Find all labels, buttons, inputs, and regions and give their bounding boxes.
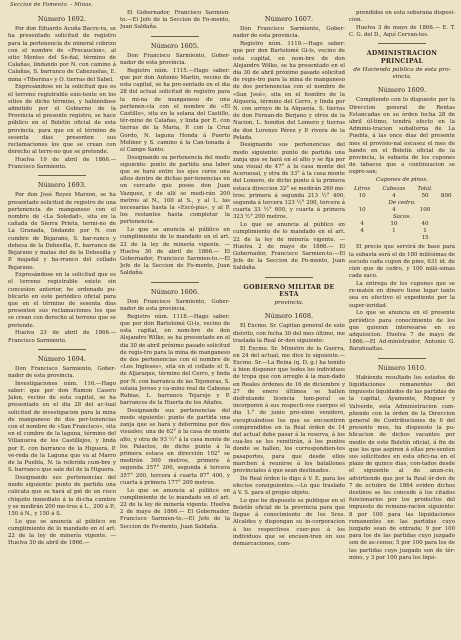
section-subtitle: provincia. [274,300,304,307]
table-cell [438,235,456,242]
paragraph: Designando sus pertenencias del modo siguiente: punto de partida una calicata que se hará al pié de un risco chiquito inmediato á la di-cha cumbre y se medirán 200 me-tros á L., 200 á P., 150 á N., y 150 á S. [8,474,116,517]
paragraph: Designando sus pertenencias del modo siguiente: punto de partida una zanja que se hará y determina por dos visuales; una de 62° á la casa de monte alto, y otra de 93 ½° á la casa monte de los Palacios, de dicho punto á la primera estaca en dirección 102° se medirán 300 metros, primera á segunda 357° 200, segunda á tercera 357° 200, tercera á cuarta 87° 400, y cuarta á primera 177° 200 metros. [120,407,230,486]
column-3 [233,10,345,636]
notice-number: Número 1605. [150,41,200,50]
section-title: GOBIERNO MILITAR DE ESTA [243,283,335,298]
coupon-table [349,186,455,242]
paragraph: El Excmo. Sr. Capitan general de este distrito, con fecha 30 del mes último, me traslada la Real ór-den siguiente: [233,323,345,344]
divider [378,358,426,359]
paragraph: Cumpliendo con lo dispuesto por la Direccion general de Rentas Estancadas en su órden fecha 28 de abril úl-timo, tendrá efecto en la Adminis-tracion subalterna de La Puebla, á las once dias del presente mes el provisio-nal escasez el mes de bando en el Boletín oficial de la provincia, la subasta de los cupones de tabacos que a continuacion se expre-san: [349,97,455,176]
paragraph: De Real órden lo digo á V. E. para los efectos consiguientes.—Lo que traslado á V. S. para el propio objeto. [233,475,345,497]
notice-number: Número 1608. [264,312,314,321]
table-cell: 10 [390,221,398,228]
paragraph: Por don Eduardo Acuña Bacre-ra, se ha presentado solicitud de registro para la pertenencia de mineral cobrizo con el nombre de «Precaucion», al sitio Montes del Se-ñal, término de Calañas, lindando por N. con camino á Calañas, S. barranco de Cabezuelas, E. mina «Tiberina» y O. tierras del Sabel. [8,26,116,83]
paragraph: Investigaciones núm. 116.—Hago saber: que por don Ramon Casero Jalon, vecino de esta capital, se ha presentado en el dia 28 del ac-tual solicitud de investigacion para la mina de manganeso de dos per-tenencias con el nombre de «San Francisco», sita en el cumbre de la laguna, término del Villanueva de los Castillejos, y linda por E. con barranco de la Higuera, P. ve-reda de la Laguna que va al Marro de la Puebla, N. la referida cum-bre y S. barranco que sale del de la Higuera. [8,380,116,474]
table-section-label: De cedro. [388,200,416,207]
paragraph: Por don José Reyes Marzon, se ha presentado solicitud de registro de una pertenencia de manganeso con el nombre de «La Soledad», sita en la cañada de Sierra Prieta, termi-no de La Granada, lindando por N. con cumbre de Bejarano, S. bar-ranco y dehesa de la Dehesilla, E. barranco de Bejarano y matas del de la Dehesilla y P. majadal y ba-rranco del collado Bejarano. [8,192,116,271]
paragraph: Habiendo resultado los estados de liquidaciones remanentes del impuesto liquidados de las partidas de la capital, Ayamonte, Moguer y Valverde, esta Administracion cum-pliendo con la órden de la Direccion general de Contribuciones de 6 del presente mes, ha dispuesto la pu-blicacion de dichos vacantes por medio de este Boletín oficial, á fin de que los que aspiren á ellas pre-senten sus solicitudes en esta ofici-na en el plazo de quince dias, con-tados desde el siguiente al de anun-cio, advirtiendo que por la Real ór-den de 7 de octubre de 1864 eviden dichos destinos se les concede á los citados funcionarios por los productos del impuesto de remune-racion siguiente: 8 por 100 para las liquidaciones remanentes en las partidas cuyo juzgado sean de entrada; 9 por 100 para los de las partidas cuyo juzgado son de as-censo; 5 por 100 para los de las partidas cuyo juzgado son de tér-mino, y 3 por 100 para los liqui- [349,374,455,561]
paragraph: Don Francisco Sarmiento, Gober-nador de esta provincia. [233,26,345,40]
table-row [349,221,455,228]
notice-number: Número 1606. [150,287,200,296]
paragraph: Lo que se anuncia al público en cumplimiento de lo mandado en el art. 22 de la ley de minería vigente. —Huelva 30 de abril de 1866.— [8,518,116,547]
table-header: Cabezas [382,186,406,193]
table-cell: 4 [360,228,364,235]
signature: Huelva 3 de mayo de 1866.— E. T. C. G. del D., Aquí Cervan-tes. [349,24,455,39]
paragraph: Lo que he dispuesto se publique en el Boletín oficial de la provincia para que llegue á conocimiento de los Sres. Alcaldes y dispongan su in-corporacion á los respectivos cuer-pos á los individuos que se encuen-tren en sus demarcaciones, com- [233,497,345,548]
column-2 [120,10,230,636]
table-cell: 40 [421,221,429,228]
table-cell: 10 [358,193,366,200]
signature: Huelva 19 de abril de 1866.— Francisco Sarmiento. [8,156,116,171]
table-section-label: Sacos. [392,214,412,221]
divider [265,277,313,278]
paragraph: prendidos en esta soberana disposi-cion. [349,10,455,24]
paragraph: Don Francisco Sarmiento, Gober-nador de esta provincia. [120,52,230,67]
table-sep-row [349,200,455,207]
notice-number: Número 1693. [37,181,87,190]
notice-number: Número 1607. [264,15,314,23]
table-cell [438,228,456,235]
table-header: Litros [354,186,371,193]
table-row [349,193,455,200]
table-cell [438,207,456,214]
paragraph: Registro núm. 1115.—Hago saber: que por don Antonio Martin, vecino de esta capital, se ha pre-sentado en el dia 28 del actual solicitud de registro para la mi-na de manganeso de una pertenen-cia con el nombre de «El Castillo», sita en la solana del Castillo, tér-mino de Calañas, y linda por E. con tierras de la Maria, P. con la Cruz Gordo, N. laguna Honda á Puerto Moliner y S. camino á la Can-tonada á el Campo Santo. [120,67,230,153]
paragraph: El Excmo. Sr. Ministro de la Guerra, en 24 del actual, me dice lo siguiente.—Excmo. Sr.—La Reina (q. D. g.) ha tenido á bien disponer que todos los individuos de tropa que con arreglo á la man-dado en Reales órdenes de 16 de diciembre y 27 de enero últimos se hallen disfrutando licencia tem-poral se incorporen á sus respecti-vos cuerpos el dia 1.° de junio pró-ximo venidero, exceptuándose los que se encuentren comprendidos en la Real órden de 14 del actual debe pasar á la reserva, á los cua-les se les remitirán, á los puntos donde se hallen, los correspondien-tes pasaportes, para que desde ellos marchen á reunirse á los batallones provinciales á que sean destinados. [233,345,345,474]
table-header-row [349,186,455,193]
paragraph: Lo que se anuncia al público en cumplimiento de lo mandado en el art. 22 de la ley de minería vigente. —Huelva 30 de abril de 1866.— El Gobernador, Francisco Sarmien-to.—El Jefe de la Seccion de Fo-mento, Juan Saldaña. [120,227,230,277]
paragraph: Designando su pertenencia del modo siguiente: punto de partida una labor que se hará entre los ejes ceros una altos dentro de dichas per-tenencias en un cercado que posee don Juan Vazquez, y de allí se medi-rán 200 metros al N., 100 al S., y al L. las necesarias hasta la «Escó-pia», y al P. los restantes hasta completar la pertenencia. [120,154,230,226]
paragraph: Lo que se anuncia al público en cumplimiento de lo mandado en el art. 22 de la ley de minería vigente. —Huelva 2 de mayo de 1866.— El Gobernador, Francisco Sarmien-to.—El Jefe de la Seccion de Fo-mento, Juan Saldaña. [233,222,345,272]
paragraph: Lo que se anuncia en el presente periódico para conocimiento de los que quieran interesarse en su adquisicion. Huelva 7 de mayo de 1866.—El Ad-ministrador, Antonio G. Barahualtas. [349,310,455,353]
paragraph: Registro núm. 1118.—Hago saber: que por don Bartolomé Gi-ls, vecino de esta capital, en nom-bre de don Alejandro Wilke, se ha presentado en el dia 30 de abril próximo pasado solicitud de regis-tro para la mina de manganeso de dos pertenencias con el nombre de «Los Ingleses», sita en el collado el S. de Aljaraque, término del Cerro, y linda por N. con barranca de las Tejoneras, S. solana Jeroso y ca-mino real de Cabezas Rubias, L. barranco Tejarejo y P. barrancos de la Huerta de los Añafes. [120,313,230,407]
column-1 [8,10,116,636]
table-cell [349,235,375,242]
table-cell: 800 [440,193,452,200]
paragraph: Designando sus pertenencias del modo siguiente: punto de partida una zanja que se hará en el alto y se fija por una visual de 47° á la casa monte del Aceruosal, y otra de 33° á la casa monte del Lomero, de dicho punto á la primera estaca direccion 32° se medirán 260 me-tros; primera á segunda 213 ½° 400, segunda á tercera 123 ½° 200, tercera á cuarta 33 ½° 600, y cuarta á primera 323 ½° 200 metros. [233,142,345,221]
table-row [349,228,455,235]
table-cell: 50 [421,193,429,200]
table-cell: 4 [392,207,396,214]
table-cell: 1 [392,228,396,235]
notice-number: Número 1609. [377,86,427,95]
paragraph: Don Francisco Sarmiento, Gober-nador de esta provincia. [120,298,230,313]
section-subtitle: de Hacienda pública de esta pro-vincia. [353,66,451,80]
table-cell: 4 [392,193,396,200]
divider [38,349,86,350]
paragraph: Lo que se anuncia al público en cumplimiento de lo mandado en el art. 22 de la ley de minería vigente. Huelva 2 de mayo de 1866.— El Gobernador, Francisco Sarmien-to.—El Jefe de la Seccion de Fo-mento, Juan Saldaña. [120,487,230,530]
divider [151,282,199,283]
table-cell [375,235,412,242]
divider [38,175,86,176]
table-title: Cupones de pinos. [375,177,429,184]
paragraph: Registro núm. 1119.—Hago saber: que por don Bartolomé Gi-ls, vecino de esta capital, en nom-bre de don Alejandro Wilke, se ha presentado en el dia 30 de abril próximo pasado solicitud de regis-tro para la mina de manganeso de dos pertenencias con el nombre de «San José», sita en el hombro de la Alquería, término del Cerro, y linda por N. con arroyo de la Alquería, S. tierras de don Fernan-do Berjano y otros de la Nacion, L. hondon del Lomero y tierras de don Lorenzo Pérez y P. rivera de la Pelada. [233,41,345,141]
table-sep-row [349,214,455,221]
divider [378,43,426,44]
notice-number: Número 1694. [37,354,87,363]
table-header: Total. [417,186,433,193]
table-cell [438,221,456,228]
table-header [438,186,456,193]
table-cell: 1 [423,228,427,235]
section-header: Seccion de Fomento. - Minas. [10,2,94,8]
notice-number: Número 1692. [37,15,87,23]
paragraph: Don Francisco Sarmiento, Gober-nador de esta provincia. [8,365,116,380]
table-cell: 15 [421,235,429,242]
paragraph: La entrega de los cupones que se re-matén en dinero tiene lugar tanto sea en efectivo el expediente por la super-ioridad. [349,280,455,309]
paragraph: Expresándose en la solicitud que es el terreno registrable existe sin concesion anterior, he ordenado pu-blicarlo en este periódico oficial para que en el término de sesenta dias presenten sus reclamaciones los que se crean con derecho al terreno que se pretende. [8,272,116,329]
table-cell: 100 [419,207,431,214]
divider [151,36,199,37]
signature: El Gobernador, Francisco Sarmien-to.—El Jefe de la Seccion de Fo-mento, Juan Saldaña. [120,10,230,31]
section-title: ADMINISTRACION PRINCIPAL [366,50,438,65]
notice-number: Número 1610. [377,363,427,372]
table-row [349,235,455,242]
paragraph: El precio que servirá de base para la subasta será el de 180 milésimas de escudo cada cupon de pino, 631 id. de cien que de cedro, y 100 milé-simas cada saco. [349,244,455,280]
table-cell: 4 [360,221,364,228]
signature: Huelva 23 de abril de 1866.— Francisco Sarmiento. [8,330,116,344]
table-cell: 10 [358,207,366,214]
column-4 [349,10,455,636]
paragraph: Expresándose en la solicitud que es el terreno registrable exis-tente en los sitios de dicho término, y habiéndose admitido por el Gobierno de la Provincia el presente registro, se hace público en el Boletin oficial de esta provincia, para que en el término de sesenta dias presenten sus reclamaciones los que se crean con derecho al terre-no que se pretende. [8,84,116,156]
table-row [349,207,455,214]
